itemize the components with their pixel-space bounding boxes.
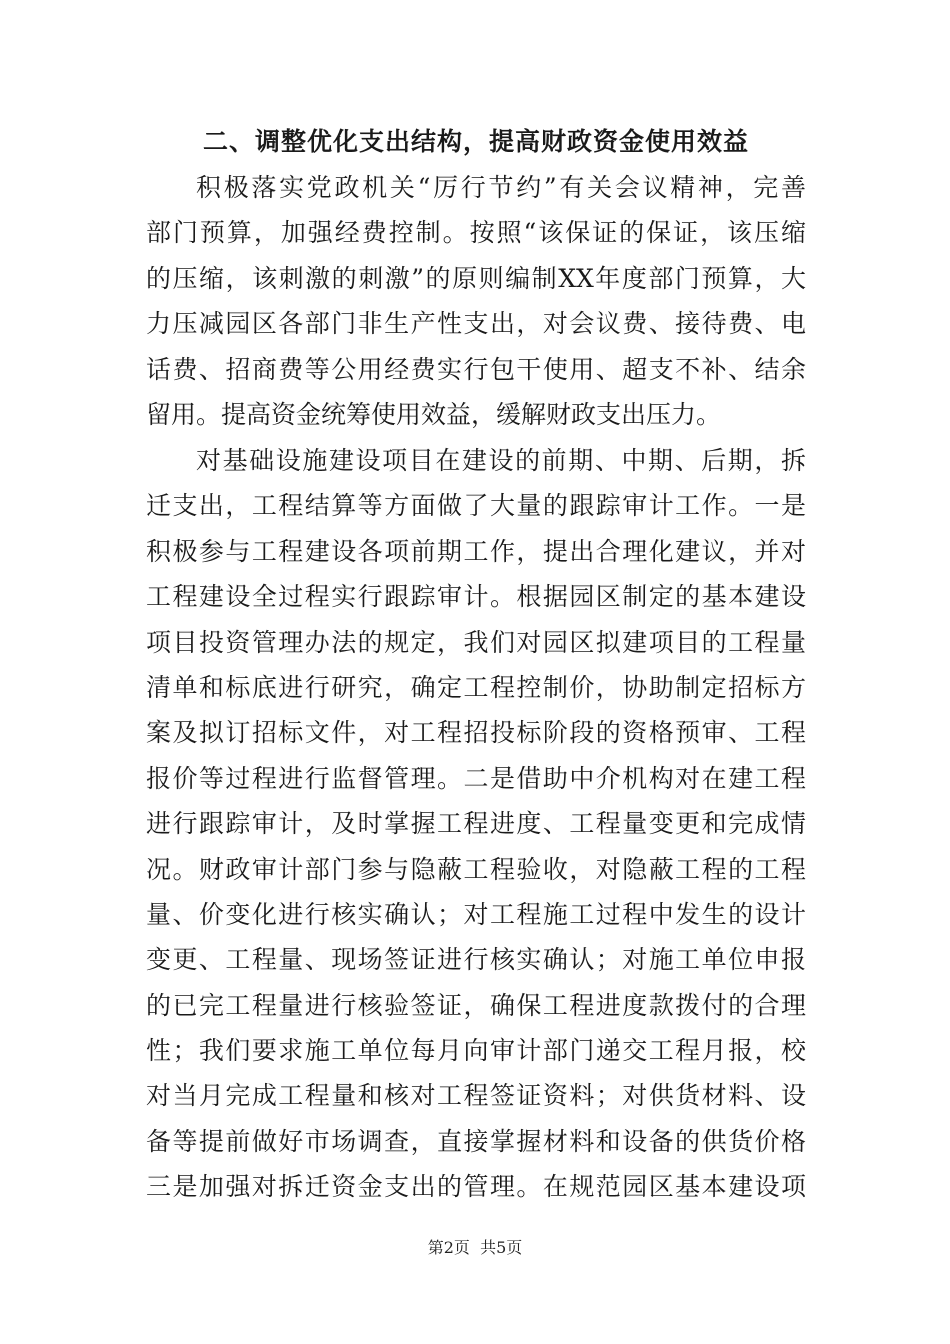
paragraph-line: 清单和标底进行研究，确定工程控制价，协助制定招标方 xyxy=(146,672,806,702)
paragraph-line: 工程建设全过程实行跟踪审计。根据园区制定的基本建设 xyxy=(146,582,806,612)
paragraph-line: 变更、工程量、现场签证进行核实确认；对施工单位申报 xyxy=(146,945,806,975)
page-number-label: 第2页 共5页 xyxy=(427,1238,523,1257)
paragraph-line: 的压缩，该刺激的刺激”的原则编制XX年度部门预算，大 xyxy=(146,263,806,293)
paragraph-line: 对当月完成工程量和核对工程签证资料；对供货材料、设 xyxy=(146,1081,806,1111)
paragraph-line: 的已完工程量进行核验签证，确保工程进度款拨付的合理 xyxy=(146,990,806,1020)
paragraph-line: 对基础设施建设项目在建设的前期、中期、后期，拆 xyxy=(196,446,806,475)
paragraph-line: 积极落实党政机关“厉行节约”有关会议精神，完善 xyxy=(196,173,806,202)
page-footer xyxy=(0,1238,950,1258)
paragraph-line: 况。财政审计部门参与隐蔽工程验收，对隐蔽工程的工程 xyxy=(146,854,806,884)
paragraph-line: 积极参与工程建设各项前期工作，提出合理化建议，并对 xyxy=(146,536,806,566)
paragraph-line: 进行跟踪审计，及时掌握工程进度、工程量变更和完成情 xyxy=(146,809,806,839)
paragraph-line: 性；我们要求施工单位每月向审计部门递交工程月报，校 xyxy=(146,1036,806,1066)
paragraph-line: 话费、招商费等公用经费实行包干使用、超支不补、结余 xyxy=(146,354,806,384)
paragraph-line: 部门预算，加强经费控制。按照“该保证的保证，该压缩 xyxy=(146,218,806,248)
paragraph-line: 三是加强对拆迁资金支出的管理。在规范园区基本建设项 xyxy=(146,1172,806,1202)
section-heading: 二、调整优化支出结构，提高财政资金使用效益 xyxy=(202,127,749,156)
paragraph-line: 备等提前做好市场调查，直接掌握材料和设备的供货价格 xyxy=(146,1126,806,1156)
paragraph-line: 力压减园区各部门非生产性支出，对会议费、接待费、电 xyxy=(146,309,806,339)
paragraph-line: 项目投资管理办法的规定，我们对园区拟建项目的工程量 xyxy=(146,627,806,657)
paragraph-line: 报价等过程进行监督管理。二是借助中介机构对在建工程 xyxy=(146,763,806,793)
paragraph-line: 量、价变化进行核实确认；对工程施工过程中发生的设计 xyxy=(146,899,806,929)
paragraph-1 xyxy=(146,165,806,437)
paragraph-line: 案及拟订招标文件，对工程招投标阶段的资格预审、工程 xyxy=(146,718,806,748)
paragraph-line: 迁支出，工程结算等方面做了大量的跟踪审计工作。一是 xyxy=(146,491,806,521)
paragraph-line: 留用。提高资金统筹使用效益，缓解财政支出压力。 xyxy=(146,399,722,429)
paragraph-2 xyxy=(146,438,806,1210)
